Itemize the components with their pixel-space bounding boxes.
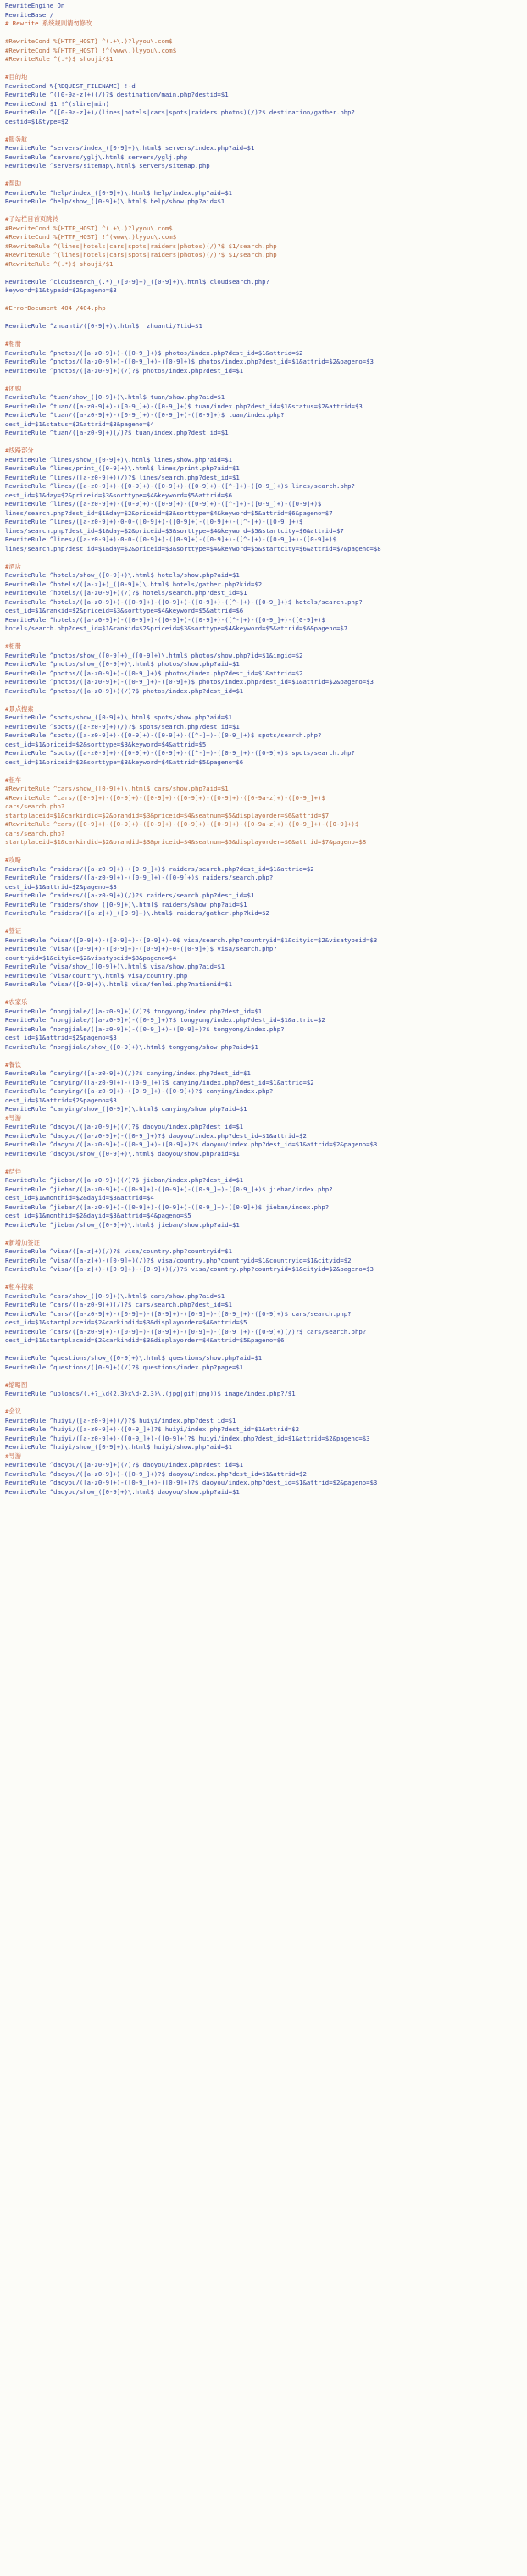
disabled-rule-line: #RewriteRule ^cars/show_([0-9]+)\.html$ cars/show.php?aid=$1 [5, 785, 229, 792]
disabled-rule-line: #RewriteCond %{HTTP_HOST} ^(.+\.)?lyyou\.com$ [5, 37, 173, 45]
disabled-rule-line: #RewriteCond %{HTTP_HOST} !^(www\.)lyyou\.com$ [5, 46, 177, 54]
directive-line: RewriteRule ^photos/show_([0-9]+)_([0-9]+)\.html$ photos/show.php?id=$1&imgid=$2 [5, 651, 303, 659]
blank-line [5, 171, 524, 180]
disabled-rule-line: #RewriteRule ^(lines|hotels|cars|spots|raiders|photos)(/)?$ $1/search.php [5, 251, 277, 258]
directive-line: RewriteRule ^servers/yglj\.html$ servers/yglj.php [5, 153, 188, 161]
directive-line: RewriteRule ^lines/([a-z0-9]+)(/)?$ lines/search.php?dest_id=$1 [5, 473, 240, 481]
directive-line: RewriteRule ^cars/([a-z0-9]+)-([0-9]+)-([0-9]+)-([0-9]+)-([0-9_]+)-([0-9]+)$ cars/search.php? [5, 1309, 352, 1318]
comment-line: #租车 [5, 775, 21, 784]
blank-line [5, 634, 524, 643]
comment-line: #导游 [5, 1113, 21, 1122]
directive-line: lines/search.php?dest_id=$1&day=$2&priceid=$3&sorttype=$4&keyword=$5&startcity=$6&attrid=$7&pageno=$8 [5, 544, 381, 552]
directive-line: hotels/search.php?dest_id=$1&rankid=$2&priceid=$3&sorttype=$4&keyword=$5&attrid=$6&pageno=$7 [5, 625, 348, 632]
directive-line: RewriteRule ^huiyi/([a-z0-9]+)(/)?$ huiyi/index.php?dest_id=$1 [5, 1416, 236, 1424]
directive-line: RewriteRule ^cars/show_([0-9]+)\.html$ cars/show.php?aid=$1 [5, 1291, 225, 1300]
directive-line: RewriteRule ^nongjiale/([a-z0-9]+)-([0-9_]+)?$ tongyong/index.php?dest_id=$1&attrid=$2 [5, 1016, 325, 1024]
directive-line: RewriteRule ^nongjiale/show_([0-9]+)\.html$ tongyong/show.php?aid=$1 [5, 1042, 258, 1051]
directive-line: RewriteRule ^zhuanti/([0-9]+)\.html$ zhuanti/?tid=$1 [5, 322, 202, 330]
directive-line: RewriteRule ^visa/show_([0-9]+)\.html$ visa/show.php?aid=$1 [5, 963, 225, 970]
directive-line: RewriteRule ^hotels/show_([0-9]+)\.html$ hotels/show.php?aid=$1 [5, 571, 240, 579]
directive-line: RewriteRule ^daoyou/([a-z0-9]+)-([0-9_]+)?$ daoyou/index.php?dest_id=$1&attrid=$2 [5, 1469, 307, 1478]
directive-line: RewriteRule ^servers/sitemap\.html$ servers/sitemap.php [5, 162, 210, 169]
comment-line: #线路部分 [5, 447, 34, 454]
comment-line: #相册 [5, 340, 21, 347]
directive-line: RewriteRule ^uploads/(.+?_\d{2,3}x\d{2,3}\.(jpg|gif|png))$ image/index.php?/$1 [5, 1390, 296, 1397]
directive-line: RewriteRule ^daoyou/show_([0-9]+)\.html$ daoyou/show.php?aid=$1 [5, 1149, 240, 1158]
directive-line: RewriteRule ^daoyou/([a-z0-9]+)-([0-9_]+)?$ daoyou/index.php?dest_id=$1&attrid=$2 [5, 1131, 307, 1140]
directive-line: RewriteRule ^questions/([0-9]+)(/)?$ questions/index.php?page=$1 [5, 1363, 244, 1371]
directive-line: dest_id=$1&priceid=$2&sorttype=$3&keyword=$4&attrid=$5&pageno=$6 [5, 758, 244, 766]
directive-line: RewriteRule ^spots/show_([0-9]+)\.html$ spots/show.php?aid=$1 [5, 713, 232, 721]
comment-line: #结伴 [5, 1167, 21, 1175]
blank-line [5, 438, 524, 447]
directive-line: RewriteRule ^questions/show_([0-9]+)\.html$ questions/show.php?aid=$1 [5, 1354, 263, 1362]
directive-line: RewriteCond $1 !^(sline|min) [5, 99, 110, 108]
comment-line: #目的地 [5, 73, 28, 80]
comment-line: #相册 [5, 642, 21, 650]
directive-line: RewriteRule ^canying/([a-z0-9]+)-([0-9_]+)-([0-9]+)?$ canying/index.php? [5, 1087, 274, 1095]
disabled-rule-line: startplaceid=$1&carkindid=$2&brandid=$3&priceid=$4&seatnum=$5&displayorder=$6&attrid=$7&pageno=$8 [5, 838, 367, 846]
directive-line: RewriteRule ^raiders/([a-z0-9]+)(/)?$ raiders/search.php?dest_id=$1 [5, 891, 255, 899]
directive-line: RewriteRule ^daoyou/show_([0-9]+)\.html$ daoyou/show.php?aid=$1 [5, 1487, 240, 1496]
directive-line: dest_id=$1&status=$2&attrid=$3&pageno=$4 [5, 419, 154, 428]
directive-line: RewriteRule ^help/index_([0-9]+)\.html$ help/index.php?aid=$1 [5, 188, 232, 197]
directive-line: RewriteRule ^photos/show_([0-9]+)\.html$ photos/show.php?aid=$1 [5, 660, 240, 668]
directive-line: RewriteRule ^photos/([a-z0-9]+)(/)?$ photos/index.php?dest_id=$1 [5, 686, 244, 695]
directive-line: RewriteRule ^visa/([0-9]+)-([0-9]+)-([0-9]+)-0-([0-9]+)$ visa/search.php? [5, 945, 277, 952]
directive-line: RewriteRule ^huiyi/([a-z0-9]+)-([0-9_]+)?$ huiyi/index.php?dest_id=$1&attrid=$2 [5, 1425, 300, 1433]
directive-line: RewriteRule ^tuan/show_([0-9]+)\.html$ tuan/show.php?aid=$1 [5, 393, 225, 401]
blank-line [5, 1052, 524, 1061]
directive-line: RewriteRule ^tuan/([a-z0-9]+)-([0-9_]+)-([0-9_]+)-([0-9]+)$ tuan/index.php? [5, 411, 285, 419]
directive-line: RewriteEngine On [5, 2, 65, 9]
blank-line [5, 553, 524, 563]
directive-line: RewriteRule ^lines/show_([0-9]+)\.html$ lines/show.php?aid=$1 [5, 455, 232, 464]
directive-line: lines/search.php?dest_id=$1&day=$2&priceid=$3&sorttype=$4&keyword=$5&startcity=$6&attrid=$7 [5, 526, 344, 535]
blank-line [5, 696, 524, 705]
disabled-rule-line: #ErrorDocument 404 /404.php [5, 304, 106, 312]
directive-line: RewriteRule ^jieban/([a-z0-9]+)-([0-9]+)-([0-9]+)-([0-9_]+)-([0-9_]+)$ jieban/index.php? [5, 1185, 333, 1193]
blank-line [5, 1158, 524, 1168]
directive-line: RewriteRule ^huiyi/([a-z0-9]+)-([0-9_]+)-([0-9]+)?$ huiyi/index.php?dest_id=$1&attrid=$2&pageno=$3 [5, 1434, 370, 1442]
blank-line [5, 296, 524, 305]
directive-line: RewriteRule ^canying/([a-z0-9]+)-([0-9_]+)?$ canying/index.php?dest_id=$1&attrid=$2 [5, 1078, 314, 1086]
directive-line: RewriteRule ^jieban/([a-z0-9]+)-([0-9]+)-([0-9]+)-([0-9_]+)-([0-9]+)$ jieban/index.php? [5, 1202, 330, 1211]
comment-line: #缩略图 [5, 1380, 28, 1389]
directive-line: RewriteRule ^visa/([a-z]+)-([0-9]+)(/)?$ visa/country.php?countryid=$1&countryid=$1&cityid=$2 [5, 1256, 352, 1264]
disabled-rule-line: #RewriteRule ^cars/([0-9]+)-([0-9]+)-([0-9]+)-([0-9]+)-([0-9]+)-([0-9a-z]+)-([0-9_]+)$ [5, 793, 325, 802]
directive-line: RewriteRule ^([0-9a-z]+)(/)?$ destination/main.php?destid=$1 [5, 91, 229, 98]
comment-line: #导游 [5, 1452, 21, 1460]
directive-line: RewriteRule ^visa/([0-9]+)\.html$ visa/fenlei.php?nationid=$1 [5, 980, 232, 988]
comment-line: #酒店 [5, 562, 21, 570]
directive-line: RewriteRule ^hotels/([a-z0-9]+)-([0-9]+)-([0-9]+)-([0-9]+)-([^-]+)-([0-9_]+)$ hotels/search.php? [5, 597, 363, 606]
directive-line: RewriteRule ^jieban/show_([0-9]+)\.html$ jieban/show.php?aid=$1 [5, 1220, 240, 1229]
directive-line: RewriteRule ^photos/([a-z0-9]+)-([0-9_]+)$ photos/index.php?dest_id=$1&attrid=$2 [5, 348, 303, 357]
directive-line: RewriteRule ^tuan/([a-z0-9]+)-([0-9_]+)-([0-9_]+)$ tuan/index.php?dest_id=$1&status=$2&attrid=$3 [5, 402, 363, 410]
disabled-rule-line: cars/search.php? [5, 829, 65, 837]
blank-line [5, 1399, 524, 1408]
comment-line: #子站栏目首页跳转 [5, 215, 58, 223]
directive-line: dest_id=$1&day=$2&priceid=$3&sorttype=$4&keyword=$5&attrid=$6 [5, 491, 232, 499]
directive-line: RewriteRule ^hotels/([a-z0-9]+)(/)?$ hotels/search.php?dest_id=$1 [5, 589, 247, 597]
directive-line: dest_id=$1&attrid=$2&pageno=$3 [5, 1034, 117, 1041]
blank-line [5, 314, 524, 323]
comment-line: #团购 [5, 384, 21, 392]
blank-line [5, 29, 524, 38]
blank-line [5, 1346, 524, 1355]
blank-line [5, 64, 524, 74]
blank-line [5, 375, 524, 385]
directive-line: dest_id=$1&attrid=$2&pageno=$3 [5, 882, 117, 891]
directive-line: RewriteRule ^photos/([a-z0-9]+)-([0-9_]+)$ photos/index.php?dest_id=$1&attrid=$2 [5, 669, 303, 677]
directive-line: RewriteRule ^nongjiale/([a-z0-9]+)(/)?$ tongyong/index.php?dest_id=$1 [5, 1007, 263, 1015]
directive-line: RewriteRule ^canying/show_([0-9]+)\.html$ canying/show.php?aid=$1 [5, 1105, 247, 1113]
directive-line: RewriteRule ^help/show_([0-9]+)\.html$ help/show.php?aid=$1 [5, 197, 225, 205]
blank-line [5, 990, 524, 999]
comment-line: #农家乐 [5, 998, 28, 1006]
comment-line: #新增加签证 [5, 1238, 40, 1246]
directive-line: RewriteRule ^spots/([a-z0-9]+)-([0-9]+)-([0-9]+)-([^-]+)-([0-9_]+)-([0-9]+)$ spots/search.php? [5, 749, 355, 757]
directive-line: RewriteRule ^visa/country\.html$ visa/country.php [5, 971, 188, 980]
directive-line: dest_id=$1&monthid=$2&dayid=$3&attrid=$4&pageno=$5 [5, 1212, 191, 1219]
blank-line [5, 919, 524, 928]
comment-line: #攻略 [5, 856, 21, 863]
directive-line: RewriteRule ^cars/([a-z0-9]+)(/)?$ cars/search.php?dest_id=$1 [5, 1301, 232, 1308]
comment-line: #景点搜索 [5, 704, 34, 713]
directive-line: RewriteRule ^daoyou/([a-z0-9]+)-([0-9_]+)-([0-9]+)?$ daoyou/index.php?dest_id=$1&attrid=$2&pageno=$3 [5, 1479, 378, 1486]
blank-line [5, 126, 524, 136]
directive-line: RewriteRule ^lines/([a-z0-9]+)-0-0-([0-9]+)-([0-9]+)-([0-9]+)-([^-]+)-([0-9_]+)$ [5, 518, 303, 525]
comment-line: #签证 [5, 927, 21, 935]
directive-line: RewriteCond %{REQUEST_FILENAME} !-d [5, 81, 136, 90]
directive-line: RewriteBase / [5, 10, 54, 19]
disabled-rule-line: #RewriteRule ^(lines|hotels|cars|spots|raiders|photos)(/)?$ $1/search.php [5, 242, 277, 250]
directive-line: RewriteRule ^spots/([a-z0-9]+)(/)?$ spots/search.php?dest_id=$1 [5, 722, 240, 730]
disabled-rule-line: cars/search.php? [5, 802, 65, 810]
comment-line: #服务航 [5, 135, 28, 143]
disabled-rule-line: #RewriteRule ^(.*)$ shouji/$1 [5, 259, 114, 268]
directive-line: dest_id=$1&attrid=$2&pageno=$3 [5, 1096, 117, 1104]
directive-line: RewriteRule ^visa/([a-z]+)(/)?$ visa/country.php?countryid=$1 [5, 1247, 232, 1255]
directive-line: RewriteRule ^photos/([a-z0-9]+)(/)?$ photos/index.php?dest_id=$1 [5, 366, 244, 375]
directive-line: RewriteRule ^visa/([a-z]+)-([0-9]+)-([0-9]+)(/)?$ visa/country.php?countryid=$1&cityid=$2&pageno=$3 [5, 1265, 374, 1273]
directive-line: RewriteRule ^spots/([a-z0-9]+)-([0-9]+)-([0-9]+)-([^-]+)-([0-9_]+)$ spots/search.php? [5, 731, 322, 739]
disabled-rule-line: startplaceid=$1&carkindid=$2&brandid=$3&priceid=$4&seatnum=$5&displayorder=$6&attrid=$7 [5, 811, 330, 819]
directive-line: dest_id=$1&startplaceid=$2&carkindid=$3&displayorder=$4&attrid=$5 [5, 1319, 247, 1326]
directive-line: destid=$1&type=$2 [5, 117, 69, 125]
blank-line [5, 207, 524, 216]
directive-line: RewriteRule ^hotels/([a-z]+)_([0-9]+)\.html$ hotels/gather.php?kid=$2 [5, 580, 263, 588]
directive-line: dest_id=$1&monthid=$2&dayid=$3&attrid=$4 [5, 1194, 154, 1202]
comment-line: #餐饮 [5, 1060, 21, 1069]
directive-line: keyword=$1&typeid=$2&pageno=$3 [5, 286, 117, 294]
blank-line [5, 767, 524, 776]
directive-line: RewriteRule ^([0-9a-z]+)/(lines|hotels|cars|spots|raiders|photos)(/)?$ destination/gather.php? [5, 108, 355, 116]
directive-line: dest_id=$1&priceid=$2&sorttype=$3&keyword=$4&attrid=$5 [5, 740, 207, 748]
directive-line: RewriteRule ^daoyou/([a-z0-9]+)-([0-9_]+)-([0-9]+)?$ daoyou/index.php?dest_id=$1&attrid=$2&pageno=$3 [5, 1141, 378, 1148]
directive-line: RewriteRule ^daoyou/([a-z0-9]+)(/)?$ daoyou/index.php?dest_id=$1 [5, 1123, 244, 1130]
directive-line: RewriteRule ^daoyou/([a-z0-9]+)(/)?$ daoyou/index.php?dest_id=$1 [5, 1461, 244, 1468]
directive-line: dest_id=$1&rankid=$2&priceid=$3&sorttype=$4&keyword=$5&attrid=$6 [5, 607, 244, 614]
directive-line: RewriteRule ^lines/([a-z0-9]+)-0-0-([0-9]+)-([0-9]+)-([0-9]+)-([^-]+)-([0-9_]+)-([0-9]+)$ [5, 536, 336, 543]
disabled-rule-line: #RewriteCond %{HTTP_HOST} ^(.+\.)?lyyou\.com$ [5, 224, 173, 232]
directive-line: RewriteRule ^tuan/([a-z0-9]+)(/)?$ tuan/index.php?dest_id=$1 [5, 429, 229, 436]
blank-line [5, 269, 524, 278]
directive-line: RewriteRule ^jieban/([a-z0-9]+)(/)?$ jieban/index.php?dest_id=$1 [5, 1176, 244, 1184]
directive-line: RewriteRule ^canying/([a-z0-9]+)(/)?$ canying/index.php?dest_id=$1 [5, 1069, 251, 1077]
directive-line: RewriteRule ^lines/([a-z0-9]+)-([0-9]+)-([0-9]+)-([0-9]+)-([^-]+)-([0-9_]+)$ lines/search.php? [5, 482, 355, 490]
disabled-rule-line: #RewriteRule ^(.*)$ shouji/$1 [5, 55, 114, 63]
directive-line: RewriteRule ^hotels/([a-z0-9]+)-([0-9]+)-([0-9]+)-([0-9]+)-([^-]+)-([0-9_]+)-([0-9]+)$ [5, 615, 325, 624]
directive-line: RewriteRule ^raiders/show_([0-9]+)\.html$ raiders/show.php?aid=$1 [5, 900, 247, 908]
disabled-rule-line: #RewriteCond %{HTTP_HOST} !^(www\.)lyyou\.com$ [5, 233, 177, 241]
directive-line: RewriteRule ^raiders/([a-z0-9]+)-([0-9_]+)$ raiders/search.php?dest_id=$1&attrid=$2 [5, 864, 314, 873]
directive-line: RewriteRule ^photos/([a-z0-9]+)-([0-9_]+)-([0-9]+)$ photos/index.php?dest_id=$1&attrid=$2&pageno=$3 [5, 358, 374, 365]
directive-line: RewriteRule ^photos/([a-z0-9]+)-([0-9_]+)-([0-9]+)$ photos/index.php?dest_id=$1&attrid=$2&pageno=$3 [5, 678, 374, 686]
directive-line: dest_id=$1&startplaceid=$2&carkindid=$3&displayorder=$4&attrid=$5&pageno=$6 [5, 1336, 285, 1344]
comment-line: #帮助 [5, 180, 21, 187]
directive-line: RewriteRule ^huiyi/show_([0-9]+)\.html$ huiyi/show.php?aid=$1 [5, 1443, 232, 1451]
blank-line [5, 1372, 524, 1381]
directive-line: RewriteRule ^raiders/([a-z]+)_([0-9]+)\.html$ raiders/gather.php?kid=$2 [5, 909, 269, 917]
disabled-rule-line: #RewriteRule ^cars/([0-9]+)-([0-9]+)-([0-9]+)-([0-9]+)-([0-9]+)-([0-9a-z]+)-([0-9_]+)-([0-9]+)$ [5, 820, 359, 828]
directive-line: RewriteRule ^lines/([a-z0-9]+)-([0-9]+)-([0-9]+)-([0-9]+)-([^-]+)-([0-9_]+)-([0-9]+)$ [5, 500, 322, 508]
directive-line: RewriteRule ^cloudsearch_(.*)_([0-9]+)_([0-9]+)\.html$ cloudsearch.php? [5, 277, 269, 286]
directive-line: RewriteRule ^servers/index_([0-9]+)\.html$ servers/index.php?aid=$1 [5, 144, 255, 152]
directive-line: RewriteRule ^lines/print_([0-9]+)\.html$ lines/print.php?aid=$1 [5, 464, 240, 472]
blank-line [5, 331, 524, 341]
directive-line: lines/search.php?dest_id=$1&day=$2&priceid=$3&sorttype=$4&keyword=$5&attrid=$6&pageno=$7 [5, 508, 333, 517]
comment-line: #租车搜索 [5, 1283, 34, 1291]
directive-line: RewriteRule ^nongjiale/([a-z0-9]+)-([0-9_]+)-([0-9]+)?$ tongyong/index.php? [5, 1024, 285, 1033]
blank-line [5, 1230, 524, 1239]
comment-line: #会议 [5, 1407, 21, 1415]
directive-line: RewriteRule ^raiders/([a-z0-9]+)-([0-9_]+)-([0-9]+)$ raiders/search.php? [5, 874, 274, 881]
directive-line: RewriteRule ^cars/([a-z0-9]+)-([0-9]+)-([0-9]+)-([0-9]+)-([0-9_]+)-([0-9]+)(/)?$ cars/search.php? [5, 1327, 367, 1335]
blank-line [5, 1274, 524, 1284]
directive-line: RewriteRule ^visa/([0-9]+)-([0-9]+)-([0-9]+)-0$ visa/search.php?countryid=$1&cityid=$2&visatypeid=$3 [5, 935, 378, 944]
comment-line: # Rewrite 系统规则请勿修改 [5, 19, 92, 27]
directive-line: countryid=$1&cityid=$2&visatypeid=$3&pageno=$4 [5, 953, 177, 962]
blank-line [5, 847, 524, 857]
